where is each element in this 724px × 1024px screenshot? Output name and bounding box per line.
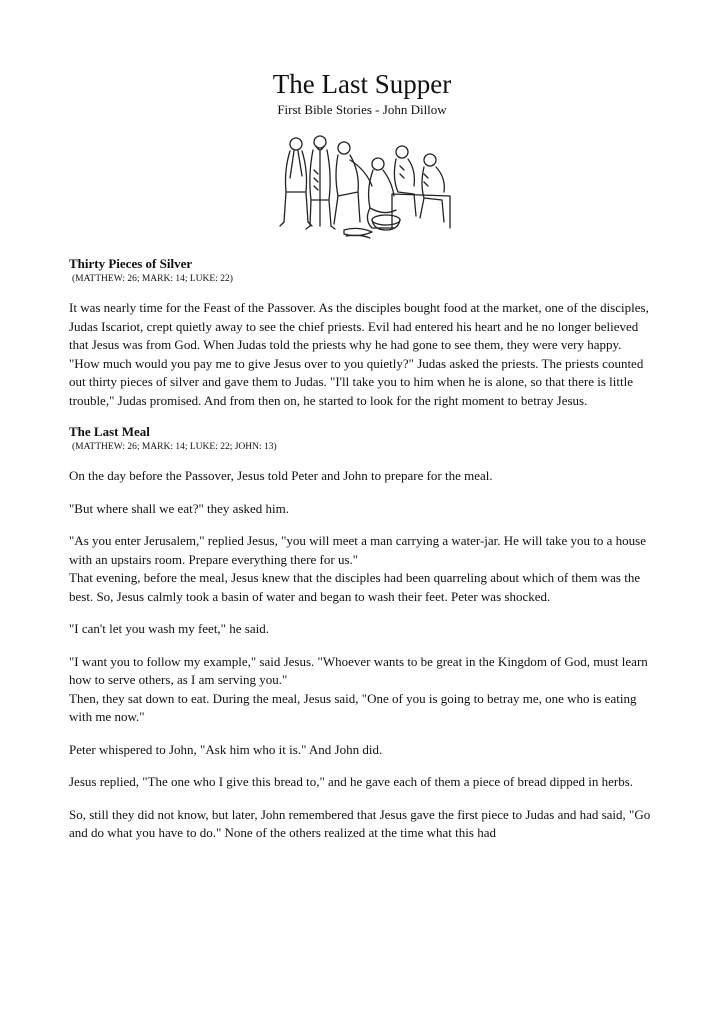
paragraph: It was nearly time for the Feast of the Passover. As the disciples bought food at the market, one of the disciples, Judas Iscariot, crept quietly away to see the chief priests. Evil had entered his heart and he no longer believed that Jesus was from God. When Judas told the priests why he had gone to see them, they were very happy.	[69, 300, 649, 352]
document-body	[69, 256, 659, 843]
scripture-reference: (MATTHEW: 26; MARK: 14; LUKE: 22)	[72, 274, 233, 284]
paragraph: Jesus replied, "The one who I give this bread to," and he gave each of them a piece of bread dipped in herbs.	[69, 774, 634, 789]
paragraph: "I can't let you wash my feet," he said.	[69, 621, 269, 636]
scripture-reference: (MATTHEW: 26; MARK: 14; LUKE: 22; JOHN: 13)	[72, 442, 277, 452]
section-thirty-pieces	[69, 256, 659, 410]
paragraph: "I want you to follow my example," said Jesus. "Whoever wants to be great in the Kingdom of God, must learn how to serve others, as I am serving you."	[69, 653, 648, 687]
paragraph: "As you enter Jerusalem," replied Jesus, "you will meet a man carrying a water-jar. He will take you to a house with an upstairs room. Prepare everything there for us."	[69, 533, 647, 567]
paragraph: Then, they sat down to eat. During the meal, Jesus said, "One of you is going to betray me, one who is eating with me now."	[69, 690, 637, 724]
paragraph: So, still they did not know, but later, John remembered that Jesus gave the first piece to Judas and had said, "Go and do what you have to do." None of the others realized at the time what this had	[69, 806, 651, 840]
section-heading: Thirty Pieces of Silver	[69, 256, 193, 271]
disciples-foot-washing-illustration	[274, 130, 454, 248]
document-subtitle: First Bible Stories - John Dillow	[277, 102, 447, 117]
paragraph: On the day before the Passover, Jesus told Peter and John to prepare for the meal.	[69, 468, 493, 483]
section-heading: The Last Meal	[69, 424, 150, 439]
paragraph: "How much would you pay me to give Jesus over to you quietly?" Judas asked the priests. The priests counted out thirty pieces of silver and gave them to Judas. "I'll take you to him when he is alone, so that there is little trouble," Judas promised. And from then on, he started to look for the right moment to betray Jesus.	[69, 355, 644, 408]
document-title: The Last Supper	[272, 69, 452, 99]
paragraph: That evening, before the meal, Jesus knew that the disciples had been quarreling about which of them was the best. So, Jesus calmly took a basin of water and began to wash their feet. Peter was shocked.	[69, 570, 641, 604]
section-last-meal	[69, 424, 659, 843]
paragraph: "But where shall we eat?" they asked him.	[69, 500, 289, 516]
paragraph: Peter whispered to John, "Ask him who it is." And John did.	[69, 741, 383, 757]
